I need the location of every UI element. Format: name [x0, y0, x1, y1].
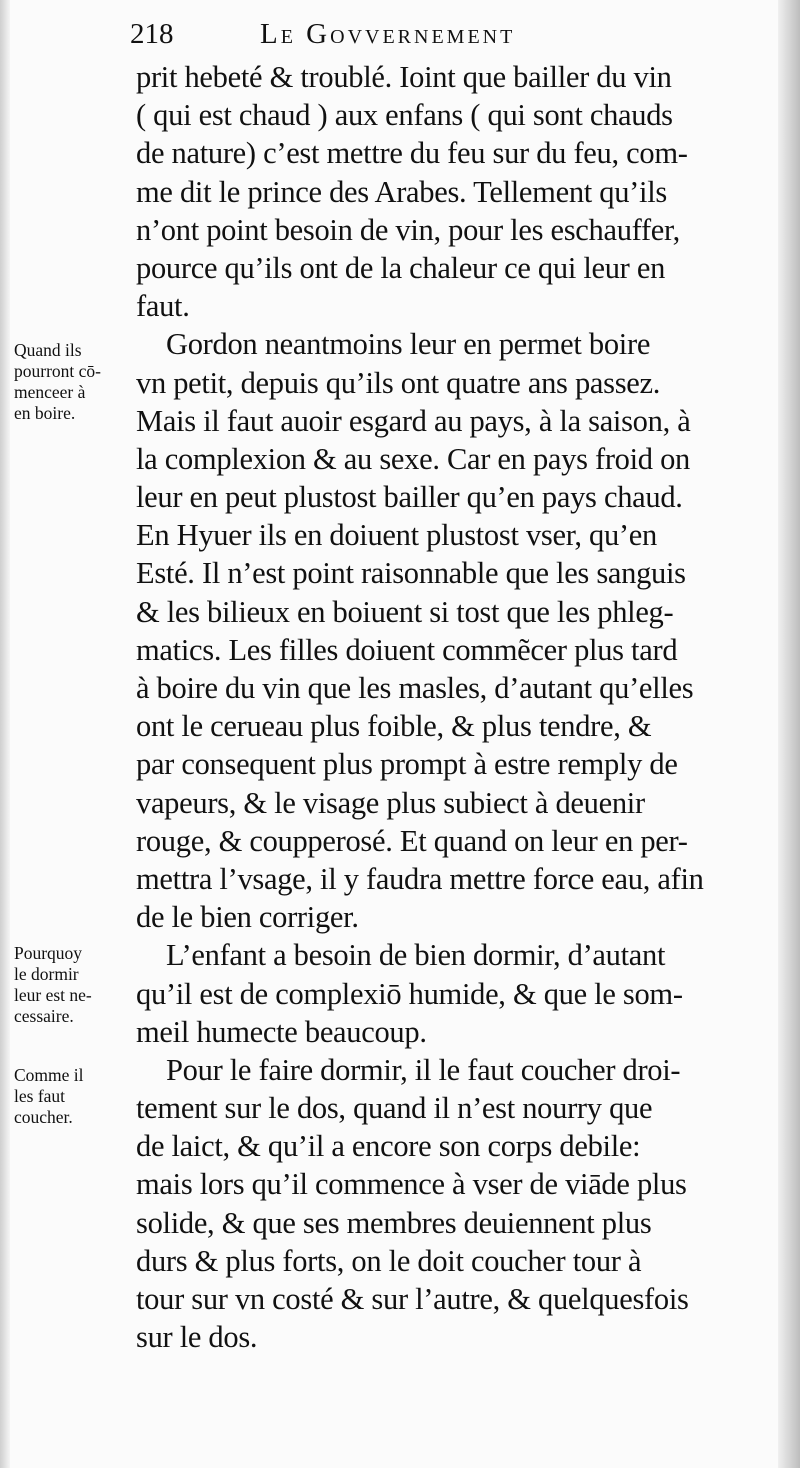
running-title: Le Govvernement — [260, 18, 516, 50]
body-text — [136, 58, 714, 1356]
margin-note-line: Pourquoy — [14, 943, 83, 963]
text-line: à boire du vin que les masles, d’autant qu’elles — [136, 671, 694, 705]
text-line: mettra l’vsage, il y faudra mettre force eau, afin — [136, 861, 704, 896]
text-line: leur en peut plustost bailler qu’en pays chaud. — [136, 480, 683, 515]
text-line: n’ont point besoin de vin, pour les eschauffer, — [136, 212, 680, 247]
page-header — [130, 18, 770, 58]
text-line: matics. Les filles doiuent commẽcer plus tard — [136, 632, 678, 667]
text-line: & les bilieux en boiuent si tost que les phleg- — [136, 594, 674, 629]
margin-note-line: Quand ils — [14, 340, 82, 360]
text-line: qu’il est de complexiō humide, & que le som- — [136, 976, 683, 1011]
text-line: pource qu’ils ont de la chaleur ce qui leur en — [136, 250, 666, 285]
text-line: Mais il faut auoir esgard au pays, à la saison, à — [136, 403, 691, 438]
text-line: vapeurs, & le visage plus subiect à deuenir — [136, 785, 645, 820]
margin-note-line: les faut — [14, 1086, 66, 1106]
text-line: rouge, & coupperosé. Et quand on leur en per- — [136, 823, 688, 858]
text-line: vn petit, depuis qu’ils ont quatre ans passez. — [136, 365, 661, 400]
text-line: Pour le faire dormir, il le faut coucher droi- — [166, 1052, 681, 1087]
text-line: la complexion & au sexe. Car en pays froid on — [136, 441, 690, 476]
text-line: tour sur vn costé & sur l’autre, & quelquesfois — [136, 1282, 689, 1316]
text-line: solide, & que ses membres deuiennent plus — [136, 1205, 652, 1240]
margin-note-when-to-drink — [14, 340, 132, 424]
margin-note-line: pourront cō- — [14, 361, 101, 381]
margin-note-why-sleep — [14, 943, 132, 1027]
page-gutter-shadow — [0, 0, 10, 1468]
margin-note-how-to-lay — [14, 1065, 132, 1128]
margin-note-line: leur est ne- — [14, 985, 92, 1005]
text-line: sur le dos. — [136, 1320, 258, 1355]
text-line: Gordon neantmoins leur en permet boire — [166, 327, 651, 362]
text-line: Esté. Il n’est point raisonnable que les sanguis — [136, 556, 686, 591]
margin-note-line: Comme il — [14, 1065, 84, 1085]
page-number: 218 — [130, 18, 174, 50]
text-line: mais lors qu’il commence à vser de viāde plus — [136, 1167, 687, 1202]
text-line: durs & plus forts, on le doit coucher tour à — [136, 1243, 642, 1278]
margin-note-line: menceer à — [14, 382, 86, 402]
page-edge-shadow — [778, 0, 800, 1468]
text-line: En Hyuer ils en doiuent plustost vser, qu’en — [136, 518, 657, 553]
margin-note-line: coucher. — [14, 1107, 73, 1127]
margin-note-line: cessaire. — [14, 1006, 74, 1026]
text-line: meil humecte beaucoup. — [136, 1014, 427, 1049]
text-line: prit hebeté & troublé. Ioint que bailler du vin — [136, 60, 672, 94]
text-line: tement sur le dos, quand il n’est nourry que — [136, 1091, 653, 1126]
text-line: ( qui est chaud ) aux enfans ( qui sont chauds — [136, 98, 673, 133]
text-line: de nature) c’est mettre du feu sur du feu, com- — [136, 136, 688, 171]
text-line: par consequent plus prompt à estre remply de — [136, 747, 678, 782]
margin-note-line: en boire. — [14, 403, 76, 423]
text-line: L’enfant a besoin de bien dormir, d’autant — [166, 938, 666, 973]
text-line: faut. — [136, 289, 190, 324]
text-line: ont le cerueau plus foible, & plus tendre, & — [136, 709, 652, 744]
text-line: de le bien corriger. — [136, 900, 359, 935]
margin-note-line: le dormir — [14, 964, 79, 984]
text-line: de laict, & qu’il a encore son corps debile: — [136, 1129, 641, 1164]
text-line: me dit le prince des Arabes. Tellement qu’ils — [136, 174, 667, 209]
